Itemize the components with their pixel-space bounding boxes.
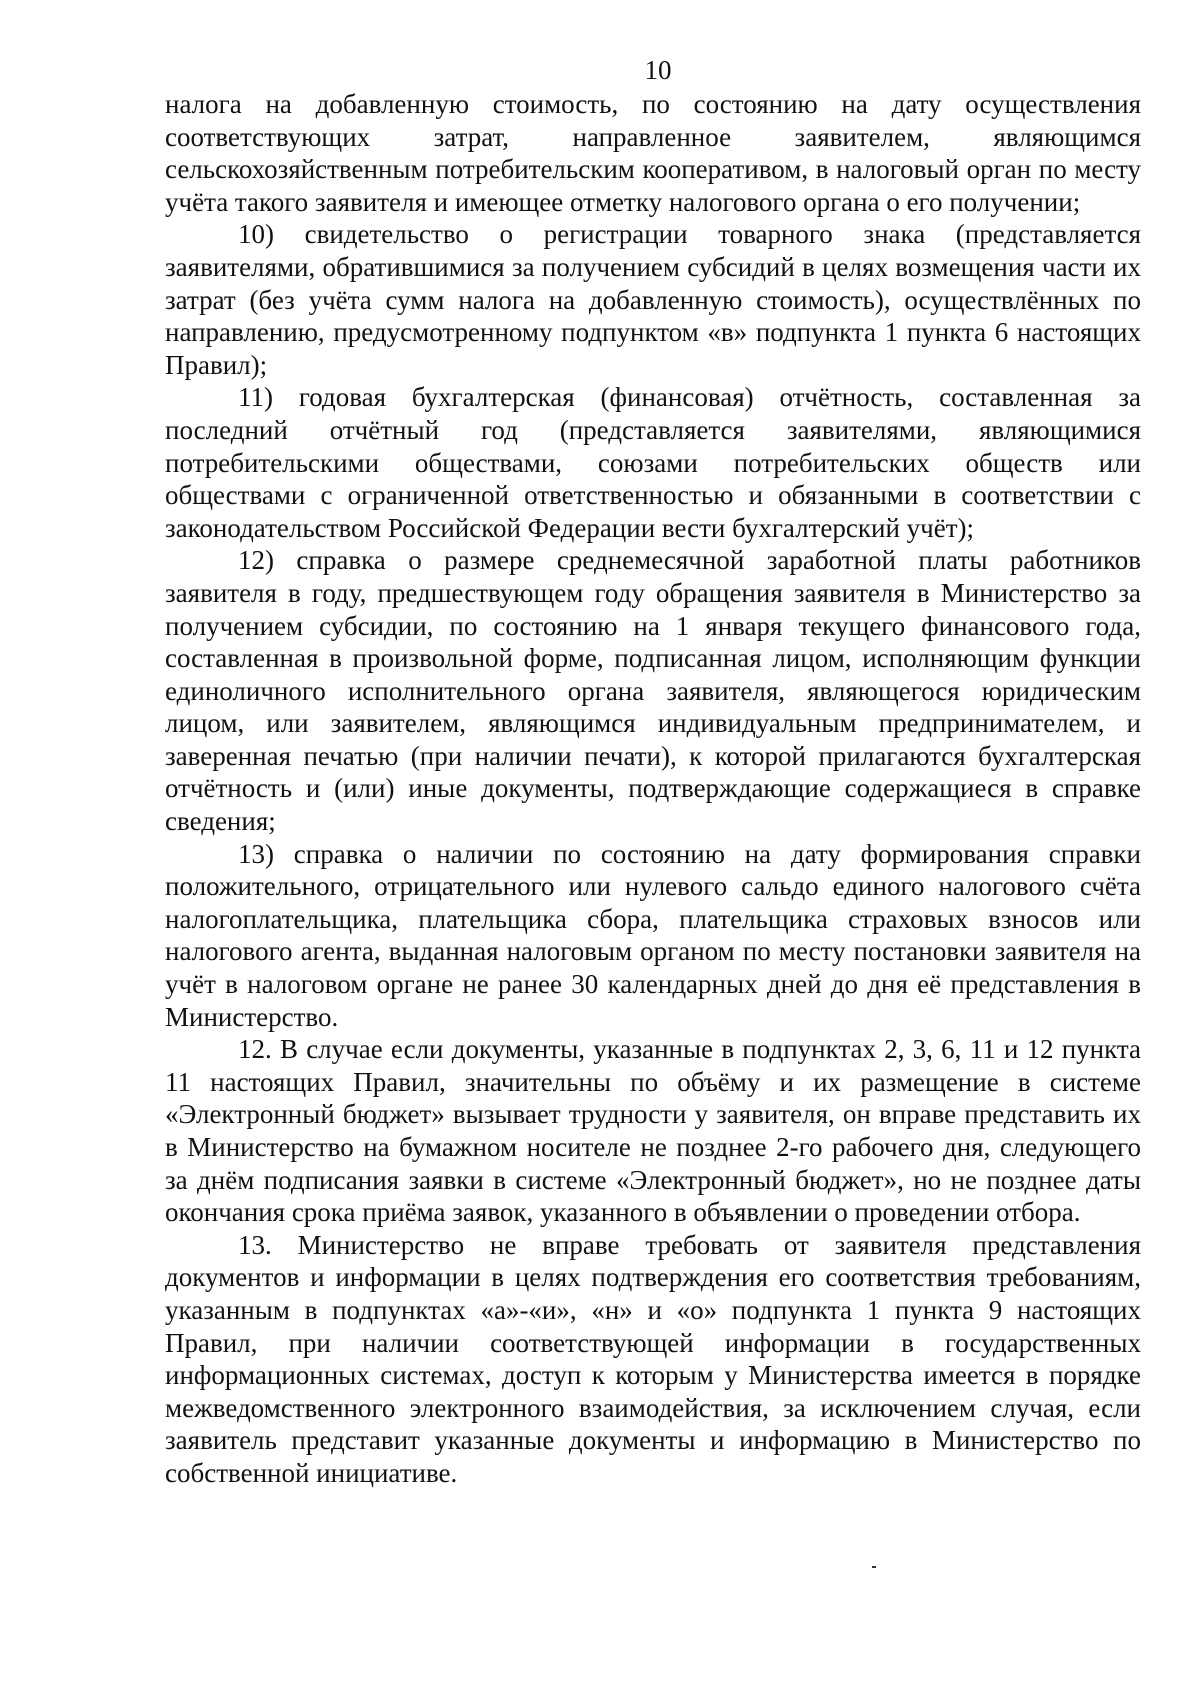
subitem-13: 13) справка о наличии по состоянию на дату формирования справки положительного, отрицательного или нулевого сальдо единого налогового счёта налогоплательщика, плательщика сбора, плательщика страховых взносов или налогового агента, выданная налоговым органом по месту постановки заявителя на учёт в налоговом органе не ранее 30 календарных дней до дня её представления в Министерство. (165, 838, 1141, 1032)
scan-artifact-mark (872, 1566, 876, 1568)
paragraph-continuation: налога на добавленную стоимость, по состоянию на дату осуществления соответствующих затрат, направленное заявителем, являющимся сельскохозяйственным потребительским кооперативом, в налоговый орган по месту учёта такого заявителя и имеющее отметку налогового органа о его получении; (165, 89, 1141, 217)
section-13: 13. Министерство не вправе требовать от заявителя представления документов и информации в целях подтверждения его соответствия требованиям, указанным в подпунктах «а»-«и», «н» и «о» подпункта 1 пункта 9 настоящих Правил, при наличии соответствующей информации в государственных информационных системах, доступ к которым у Министерства имеется в порядке межведомственного электронного взаимодействия, за исключением случая, если заявитель представит указанные документы и информацию в Министерство по собственной инициативе. (165, 1229, 1141, 1488)
page-number: 10 (644, 55, 672, 85)
subitem-10: 10) свидетельство о регистрации товарного знака (представляется заявителями, обратившимися за получением субсидий в целях возмещения части их затрат (без учёта сумм налога на добавленную стоимость), осуществлённых по направлению, предусмотренному подпунктом «в» подпункта 1 пункта 6 настоящих Правил); (165, 219, 1141, 380)
subitem-11: 11) годовая бухгалтерская (финансовая) отчётность, составленная за последний отчётный год (представляется заявителями, являющимися потребительскими обществами, союзами потребительских обществ или обществами с ограниченной ответственностью и обязанными в соответствии с законодательством Российской Федерации вести бухгалтерский учёт); (165, 382, 1141, 543)
document-page (165, 54, 1141, 1490)
subitem-12: 12) справка о размере среднемесячной заработной платы работников заявителя в году, предшествующем году обращения заявителя в Министерство за получением субсидии, по состоянию на 1 января текущего финансового года, составленная в произвольной форме, подписанная лицом, исполняющим функции единоличного исполнительного органа заявителя, являющегося юридическим лицом, или заявителем, являющимся индивидуальным предпринимателем, и заверенная печатью (при наличии печати), к которой прилагаются бухгалтерская отчётность и (или) иные документы, подтверждающие содержащиеся в справке сведения; (165, 545, 1141, 837)
section-12: 12. В случае если документы, указанные в подпунктах 2, 3, 6, 11 и 12 пункта 11 настоящих Правил, значительны по объёму и их размещение в системе «Электронный бюджет» вызывает трудности у заявителя, он вправе представить их в Министерство на бумажном носителе не позднее 2-го рабочего дня, следующего за днём подписания заявки в системе «Электронный бюджет», но не позднее даты окончания срока приёма заявок, указанного в объявлении о проведении отбора. (165, 1034, 1141, 1228)
